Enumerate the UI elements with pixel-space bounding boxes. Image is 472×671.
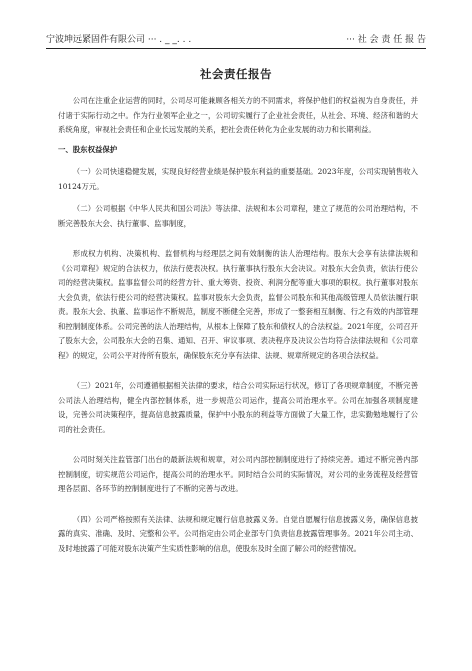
paragraph-disclosure: （四）公司严格按照有关法律、法规和规定履行信息披露义务。自觉自愿履行信息披露义务，确保信息披露的真实、准确、及时、完整和公平。公司指定由公司企业部专门负责信息披露管理事务。2021年公司主动、及时地披露了可能对股东决策产生实质性影响的信息，使股东及时全面了解公司的经营情况。	[58, 514, 418, 553]
document-body	[58, 94, 418, 556]
page-title: 社会责任报告	[200, 67, 272, 81]
header-report-name: ··· 社 会 责 任 报 告	[346, 35, 426, 45]
page-header	[46, 33, 426, 47]
paragraph-governance: （二）公司根据《中华人民共和国公司法》等法律、法规和本公司章程，建立了规范的公司治理结构，不断完善股东大会、执行董事、监事制度，	[58, 204, 418, 228]
paragraph-internal-control: 公司时刻关注监管部门出台的最新法规和规章，对公司内部控制制度进行了持续完善。通过不断完善内部控制制度，切实规范公司运作，提高公司的治理水平。同时结合公司的实际情况，对公司的业务流程及经营管理各层面、各环节的控制制度进行了不断的完善与改进。	[58, 455, 418, 493]
header-company: 宁波坤远紧固件有限公司 ··· . _ _. . .	[46, 35, 192, 45]
paragraph-rules-revision: （三）2021年，公司遵循根据相关法律的要求，结合公司实际运行状况，修订了各项规章制度，不断完善公司法人治理结构，健全内部控制体系，进一步规范公司运作，提高公司治理水平。公司在加强各项制度建设，完善公司决策程序，提高信息披露质量，保护中小股东的利益等方面做了大量工作，忠实勤勉地履行了公司的社会责任。	[58, 381, 418, 434]
intro-paragraph: 公司在注重企业运营的同时，公司尽可能兼顾各相关方的不同需求，将保护他们的权益视为自身责任，并付诸于实际行动之中。作为行业领军企业之一，公司切实履行了企业社会责任，从社会、环境、经济和谐的大系统角度，审视社会责任和企业长远发展的关系，把社会责任转化为企业发展的动力和长期利益。	[58, 96, 418, 134]
paragraph-performance: （一）公司快速稳健发展，实现良好经营业绩是保护股东利益的重要基础。2023年度，公司实现销售收入10124万元。	[58, 167, 418, 191]
paragraph-governance-structure: 形成权力机构、决策机构、监督机构与经理层之间有效制衡的法人治理结构。股东大会享有法律法规和《公司章程》规定的合法权力，依法行使表决权。执行董事执行股东大会决议。对股东大会负责，依法行使公司的经营决策权。监事监督公司的经营方针、重大筹资、投资、利润分配等重大事项的职权。执行董事对股东大会负责，依法行使公司的经营决策权。监事对股东大会负责，监督公司股东和其他高级管理人员依法履行职责。股东大会、执董、监事运作不断规范，制度不断健全完善，形成了一整套相互制衡、行之有效的内部管理和控制制度体系。公司完善的法人治理结构，从根本上保障了股东和债权人的合法权益。2021年度，公司召开了股东大会，公司股东大会的召集、通知、召开、审议事项、表决程序及决议公告均符合法律法规和《公司章程》的规定，公司公平对待所有股东，确保股东充分享有法律、法规、规章所规定的各项合法权益。	[58, 249, 418, 360]
header-divider	[46, 48, 426, 49]
section-heading: 一、股东权益保护	[58, 144, 118, 154]
